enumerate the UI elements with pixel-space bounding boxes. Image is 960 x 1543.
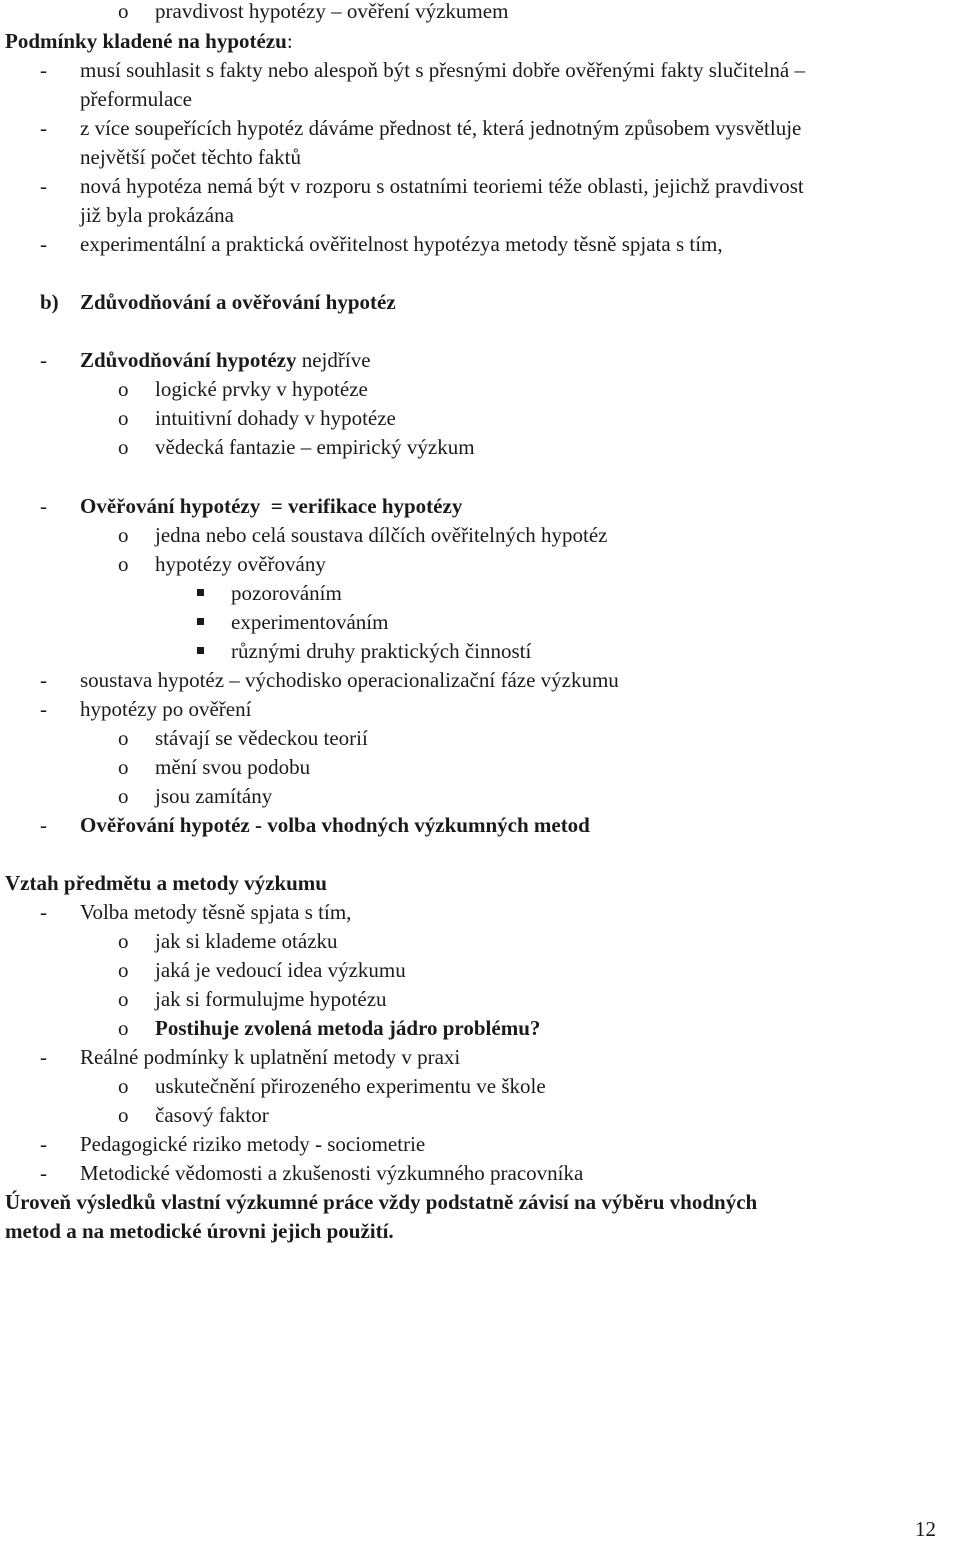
section-heading: Vztah předmětu a metody výzkumu (5, 871, 327, 895)
sub-list-item: intuitivní dohady v hypotéze (155, 406, 396, 430)
conclusion-line: Úroveň výsledků vlastní výzkumné práce vždy podstatně závisí na výběru vhodných (5, 1190, 758, 1214)
justification-rest: nejdříve (296, 348, 371, 372)
page-number: 12 (915, 1517, 936, 1541)
dash-bullet: - (40, 58, 47, 82)
section-title: Zdůvodňování a ověřování hypotéz (80, 290, 396, 314)
dash-bullet: - (40, 174, 47, 198)
sub-list-item: vědecká fantazie – empirický výzkum (155, 435, 475, 459)
circle-bullet-icon: o (118, 435, 129, 459)
dash-bullet: - (40, 232, 47, 256)
circle-bullet-icon: o (118, 1103, 129, 1127)
nested-list-item: pozorováním (231, 581, 342, 605)
sub-list-item: časový faktor (155, 1103, 269, 1127)
verification-heading: Ověřování hypotézy = verifikace hypotézy (80, 494, 463, 518)
circle-bullet-icon: o (118, 1074, 129, 1098)
sub-list-item: jaká je vedoucí idea výzkumu (155, 958, 406, 982)
circle-bullet-icon: o (118, 929, 129, 953)
sub-list-item: logické prvky v hypotéze (155, 377, 368, 401)
sub-list-item: jsou zamítány (155, 784, 273, 808)
conditions-heading: Podmínky kladené na hypotézu (5, 29, 287, 53)
section-label: b) (40, 290, 59, 314)
list-item: nová hypotéza nemá být v rozporu s ostatními teoriemi téže oblasti, jejichž pravdivost (80, 174, 804, 198)
list-item-bold: Ověřování hypotéz - volba vhodných výzkumných metod (80, 813, 590, 837)
circle-bullet-icon: o (118, 784, 129, 808)
square-bullet-icon (197, 647, 204, 654)
heading-colon: : (286, 29, 293, 53)
list-item-continuation: přeformulace (80, 87, 192, 111)
square-bullet-icon (197, 618, 204, 625)
list-item-continuation: největší počet těchto faktů (80, 145, 302, 169)
circle-bullet-icon: o (118, 523, 129, 547)
sub-list-item: jedna nebo celá soustava dílčích ověřitelných hypotéz (155, 523, 608, 547)
list-item: Reálné podmínky k uplatnění metody v praxi (80, 1045, 461, 1069)
dash-bullet: - (40, 494, 47, 518)
list-item: soustava hypotéz – východisko operacionalizační fáze výzkumu (80, 668, 619, 692)
circle-bullet-icon: o (118, 377, 129, 401)
conclusion-line: metod a na metodické úrovni jejich použití. (5, 1219, 394, 1243)
list-item (80, 346, 371, 375)
circle-bullet-icon: o (118, 406, 129, 430)
nested-list-item: různými druhy praktických činností (231, 639, 532, 663)
sub-list-item: jak si formulujme hypotézu (155, 987, 387, 1011)
list-item: Volba metody těsně spjata s tím, (80, 900, 352, 924)
circle-bullet-icon: o (118, 958, 129, 982)
dash-bullet: - (40, 900, 47, 924)
circle-bullet-icon: o (118, 0, 129, 23)
dash-bullet: - (40, 668, 47, 692)
circle-bullet-icon: o (118, 552, 129, 576)
list-item: hypotézy po ověření (80, 697, 252, 721)
list-item: pravdivost hypotézy – ověření výzkumem (155, 0, 509, 23)
list-item: Metodické vědomosti a zkušenosti výzkumného pracovníka (80, 1161, 584, 1185)
circle-bullet-icon: o (118, 755, 129, 779)
sub-list-item: mění svou podobu (155, 755, 311, 779)
sub-list-item-bold: Postihuje zvolená metoda jádro problému? (155, 1016, 541, 1040)
sub-list-item: hypotézy ověřovány (155, 552, 326, 576)
dash-bullet: - (40, 697, 47, 721)
circle-bullet-icon: o (118, 987, 129, 1011)
circle-bullet-icon: o (118, 726, 129, 750)
dash-bullet: - (40, 1132, 47, 1156)
dash-bullet: - (40, 116, 47, 140)
list-item: experimentální a praktická ověřitelnost hypotézya metody těsně spjata s tím, (80, 232, 723, 256)
list-item: musí souhlasit s fakty nebo alespoň být s přesnými dobře ověřenými fakty slučitelná – (80, 58, 805, 82)
sub-list-item: uskutečnění přirozeného experimentu ve škole (155, 1074, 546, 1098)
sub-list-item: jak si klademe otázku (155, 929, 338, 953)
dash-bullet: - (40, 348, 47, 372)
dash-bullet: - (40, 1161, 47, 1185)
section-heading (5, 27, 293, 56)
list-item-continuation: již byla prokázána (80, 203, 234, 227)
list-item: z více soupeřících hypotéz dáváme přednost té, která jednotným způsobem vysvětluje (80, 116, 802, 140)
dash-bullet: - (40, 813, 47, 837)
list-item: Pedagogické riziko metody - sociometrie (80, 1132, 426, 1156)
justification-heading: Zdůvodňování hypotézy (80, 348, 297, 372)
square-bullet-icon (197, 589, 204, 596)
sub-list-item: stávají se vědeckou teorií (155, 726, 368, 750)
nested-list-item: experimentováním (231, 610, 389, 634)
dash-bullet: - (40, 1045, 47, 1069)
circle-bullet-icon: o (118, 1016, 129, 1040)
